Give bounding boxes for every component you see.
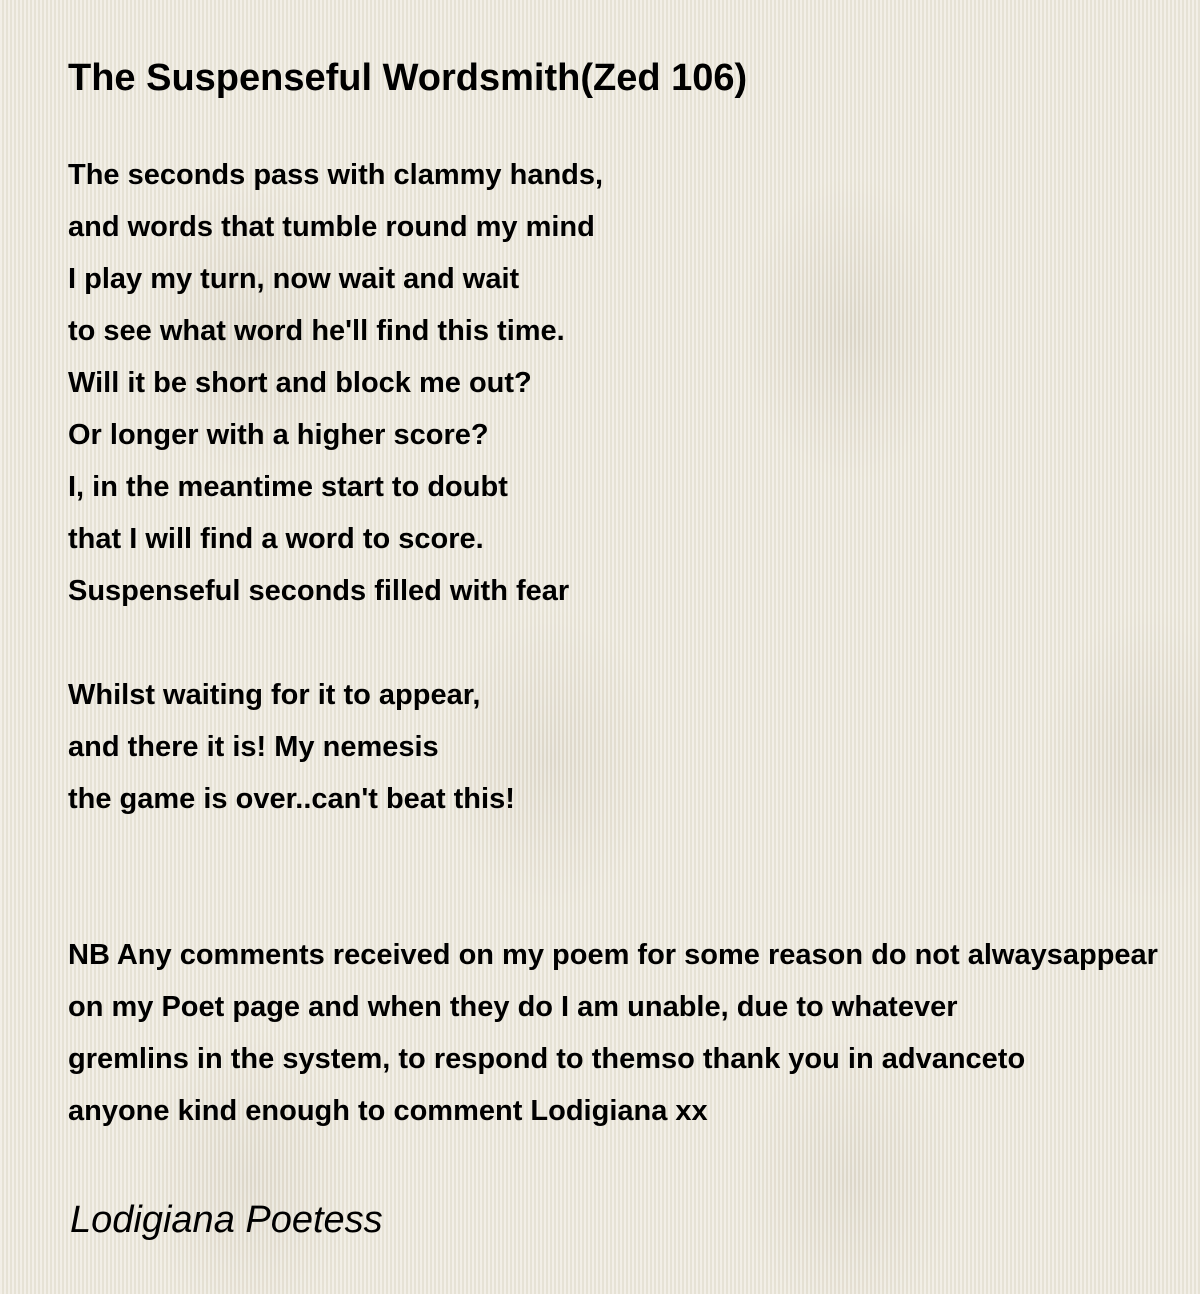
poem-line: that I will find a word to score. — [68, 523, 484, 555]
poem-line: Suspenseful seconds filled with fear — [68, 575, 570, 607]
poem-title: The Suspenseful Wordsmith(Zed 106) — [68, 57, 748, 99]
poem-line: Or longer with a higher score? — [68, 419, 489, 451]
author-note-line: anyone kind enough to comment Lodigiana xx — [68, 1095, 708, 1127]
poem-line: Will it be short and block me out? — [68, 367, 532, 399]
author-note-line: NB Any comments received on my poem for some reason do not alwaysappear — [68, 939, 1158, 971]
poem-line: The seconds pass with clammy hands, — [68, 159, 604, 191]
poem-line: the game is over..can't beat this! — [68, 783, 515, 815]
poem-line: I play my turn, now wait and wait — [68, 263, 520, 295]
poem-line: Whilst waiting for it to appear, — [68, 679, 481, 711]
poem-author: Lodigiana Poetess — [70, 1199, 383, 1241]
poem-line: to see what word he'll find this time. — [68, 315, 565, 347]
poem-line: and there it is! My nemesis — [68, 731, 439, 763]
poem-line: and words that tumble round my mind — [68, 211, 595, 243]
poem-page — [68, 0, 1200, 1294]
author-note-line: on my Poet page and when they do I am unable, due to whatever — [68, 991, 958, 1023]
poem-line: I, in the meantime start to doubt — [68, 471, 508, 503]
author-note-line: gremlins in the system, to respond to themso thank you in advanceto — [68, 1043, 1026, 1075]
